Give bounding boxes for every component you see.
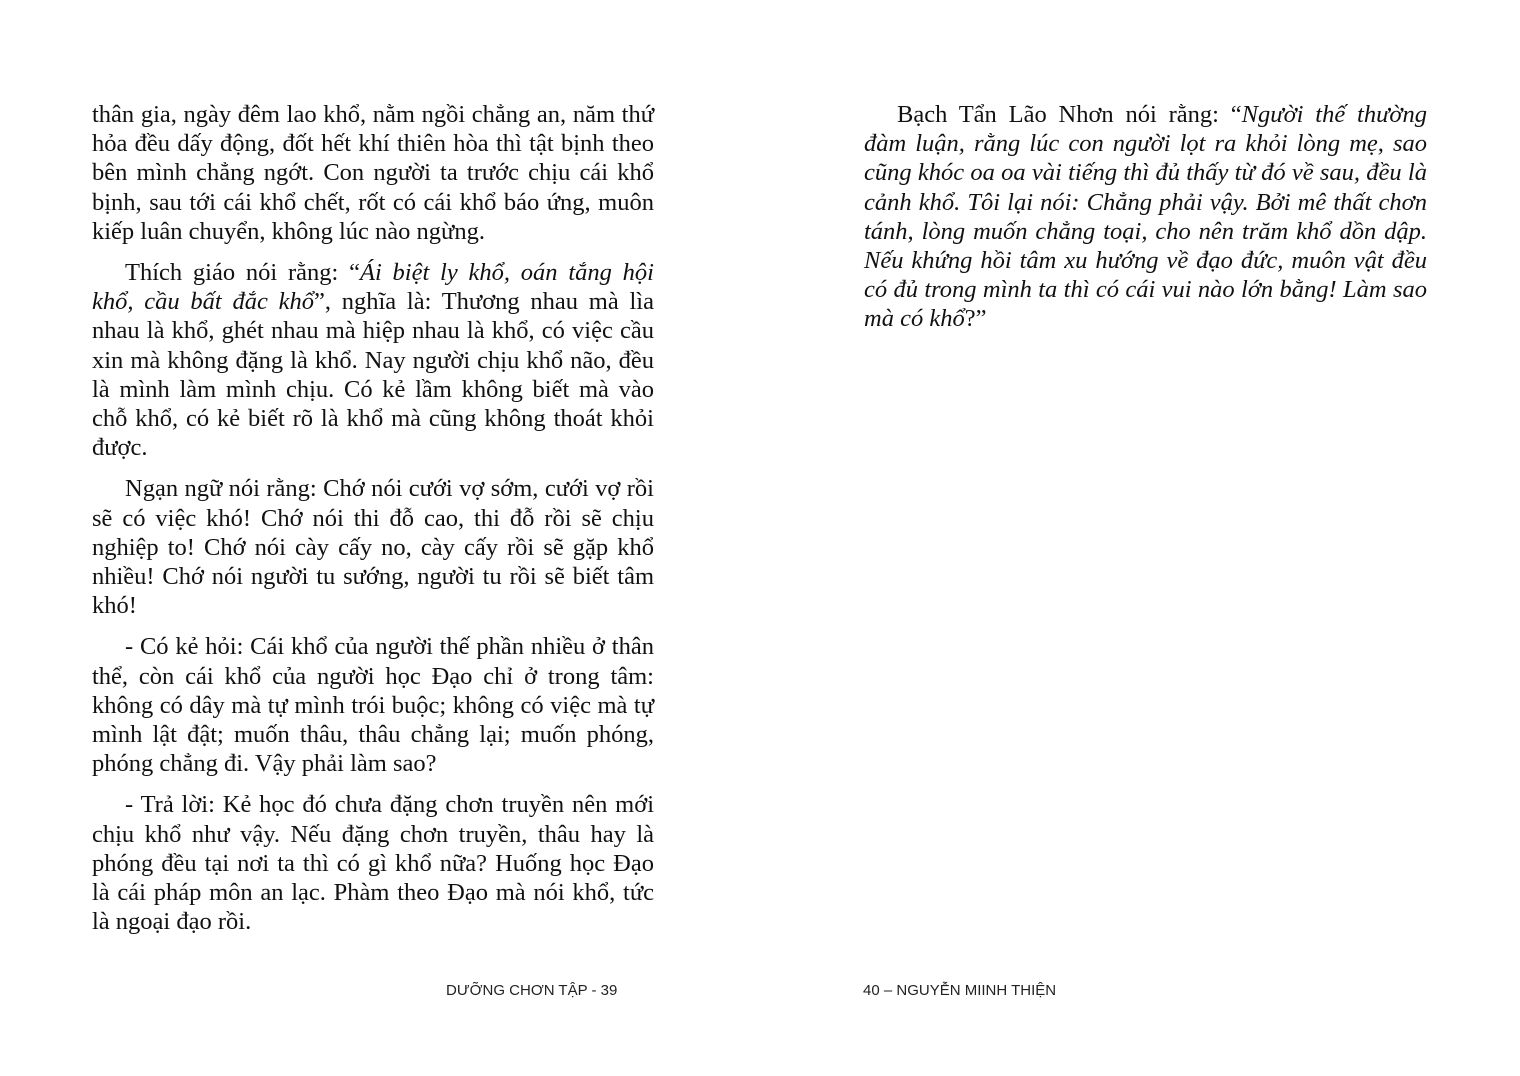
right-paragraph-1-lead: Bạch Tẩn Lão Nhơn nói rằng: “	[897, 101, 1242, 128]
right-page	[864, 100, 1427, 346]
left-paragraph-1: thân gia, ngày đêm lao khổ, nằm ngồi chẳng an, năm thứ hỏa đều dấy động, đốt hết khí thiên hòa thì tật bịnh theo bên mình chẳng ngớt. Con người ta trước chịu cái khổ bịnh, sau tới cái khổ chết, rốt có cái khổ báo ứng, muôn kiếp luân chuyển, không lúc nào ngừng.	[92, 101, 654, 245]
buddhist-quote: Ái biệt ly khổ, oán tắng hội khổ, cầu bất đắc khổ	[92, 259, 654, 316]
left-paragraph-3: Ngạn ngữ nói rằng: Chớ nói cưới vợ sớm, cưới vợ rồi sẽ có việc khó! Chớ nói thi đỗ cao, thi đỗ rồi sẽ chịu nghiệp to! Chớ nói cày cấy no, cày cấy rồi sẽ gặp khổ nhiều! Chớ nói người tu sướng, người tu rồi sẽ biết tâm khó!	[92, 475, 654, 620]
right-paragraph-1	[864, 100, 1427, 334]
bach-tan-quote: Người thế thường đàm luận, rằng lúc con người lọt ra khỏi lòng mẹ, sao cũng khóc oa oa vài tiếng thì đủ thấy từ đó về sau, đều là cảnh khổ. Tôi lại nói: Chẳng phải vậy. Bởi mê thất chơn tánh, lòng muốn chẳng toại, cho nên trăm khổ dồn dập. Nếu khứng hồi tâm xu hướng về đạo đức, muôn vật đều có đủ trong mình ta thì có cái vui nào lớn bằng! Làm sao mà có khổ	[864, 101, 1428, 333]
left-paragraph-5: - Trả lời: Kẻ học đó chưa đặng chơn truyền nên mới chịu khổ như vậy. Nếu đặng chơn truyền, thâu hay là phóng đều tại nơi ta thì có gì khổ nữa? Huống học Đạo là cái pháp môn an lạc. Phàm theo Đạo mà nói khổ, tức là ngoại đạo rồi.	[92, 791, 654, 936]
left-paragraph-2-tail: ”, nghĩa là: Thương nhau mà lìa nhau là khổ, ghét nhau mà hiệp nhau là khổ, có việc cầu xin mà không đặng là khổ. Nay người chịu khổ não, đều là mình làm mình chịu. Có kẻ lầm không biết mà vào chỗ khổ, có kẻ biết rõ là khổ mà cũng không thoát khỏi được.	[92, 288, 654, 462]
left-paragraph-2-lead: Thích giáo nói rằng: “	[125, 259, 360, 287]
left-page-footer: DƯỠNG CHƠN TẬP - 39	[446, 982, 618, 999]
left-paragraph-4: - Có kẻ hỏi: Cái khổ của người thế phần nhiều ở thân thể, còn cái khổ của người học Đạo chỉ ở trong tâm: không có dây mà tự mình trói buộc; không có việc mà tự mình lật đật; muốn thâu, thâu chẳng lại; muốn phóng, phóng chẳng đi. Vậy phải làm sao?	[92, 633, 654, 778]
right-page-footer: 40 – NGUYỄN MIINH THIỆN	[863, 982, 1057, 999]
left-page	[92, 100, 654, 948]
left-paragraph-2	[92, 258, 654, 462]
right-paragraph-1-tail: ?”	[964, 305, 987, 333]
